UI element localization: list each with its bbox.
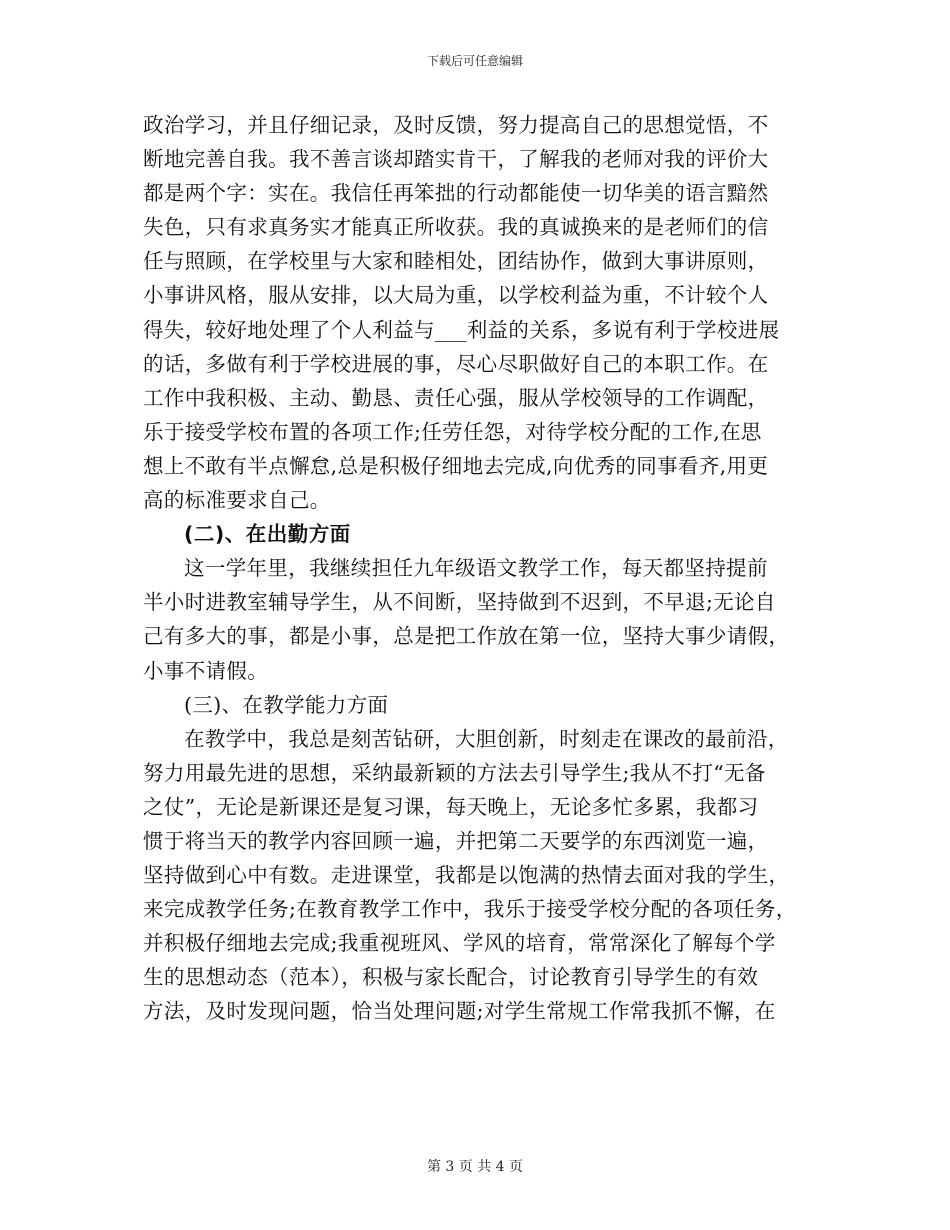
body-line: 并积极仔细地去完成;我重视班风、学风的培育，常常深化了解每个学 [143,931,776,956]
body-line: 生的思想动态（范本），积极与家长配合，讨论教育引导学生的有效 [143,965,759,990]
body-line: 想上不敢有半点懈怠,总是积极仔细地去完成,向优秀的同事看齐,用更 [143,453,769,478]
body-line: 己有多大的事，都是小事，总是把工作放在第一位，坚持大事少请假， [143,624,790,649]
body-line: 小事不请假。 [143,658,269,683]
body-line: 来完成教学任务;在教育教学工作中，我乐于接受学校分配的各项任务， [143,897,797,922]
body-line: 高的标准要求自己。 [143,488,331,513]
document-body [143,108,808,1029]
body-line: 坚持做到心中有数。走进课堂，我都是以饱满的热情去面对我的学生， [143,863,790,888]
body-line: 之仗”，无论是新课还是复习课，每天晚上，无论多忙多累，我都习 [143,794,759,819]
body-line: 方法，及时发现问题，恰当处理问题;对学生常规工作常我抓不懈，在 [143,999,776,1024]
body-line: 半小时进教室辅导学生，从不间断，坚持做到不迟到，不早退;无论自 [143,590,776,615]
body-line: 任与照顾，在学校里与大家和睦相处，团结协作，做到大事讲原则， [143,249,769,274]
body-line: 惯于将当天的教学内容回顾一遍，并把第二天要学的东西浏览一遍， [143,828,769,853]
body-line: 在教学中，我总是刻苦钻研，大胆创新，时刻走在课改的最前沿， [184,726,789,751]
body-line: 工作中我积极、主动、勤恳、责任心强，服从学校领导的工作调配， [143,385,769,410]
page-number-footer: 第 3 页 共 4 页 [426,1159,524,1175]
body-line: 政治学习，并且仔细记录，及时反馈，努力提高自己的思想觉悟，不 [143,113,769,137]
body-line: 努力用最先进的思想，采纳最新颖的方法去引导学生;我从不打“无备 [143,760,766,785]
section-heading-teaching: (三)、在教学能力方面 [184,692,389,717]
section-heading-attendance: (二)、在出勤方面 [184,522,351,547]
body-line: 的话，多做有利于学校进展的事，尽心尽职做好自己的本职工作。在 [143,351,769,376]
body-line: 断地完善自我。我不善言谈却踏实肯干，了解我的老师对我的评价大 [143,147,769,172]
body-line: 小事讲风格，服从安排，以大局为重，以学校利益为重，不计较个人 [143,283,769,308]
body-line: 乐于接受学校布置的各项工作;任劳任怨，对待学校分配的工作,在思 [143,419,762,444]
body-line: 失色，只有求真务实才能真正所收获。我的真诚换来的是老师们的信 [143,215,769,240]
page-header: 下载后可任意编辑 [426,54,523,68]
body-line: 都是两个字：实在。我信任再笨拙的行动都能使一切华美的语言黯然 [143,181,769,206]
body-line: 得失，较好地处理了个人利益与___利益的关系，多说有利于学校进展 [143,317,780,342]
body-line: 这一学年里，我继续担任九年级语文教学工作，每天都坚持提前 [184,556,768,581]
